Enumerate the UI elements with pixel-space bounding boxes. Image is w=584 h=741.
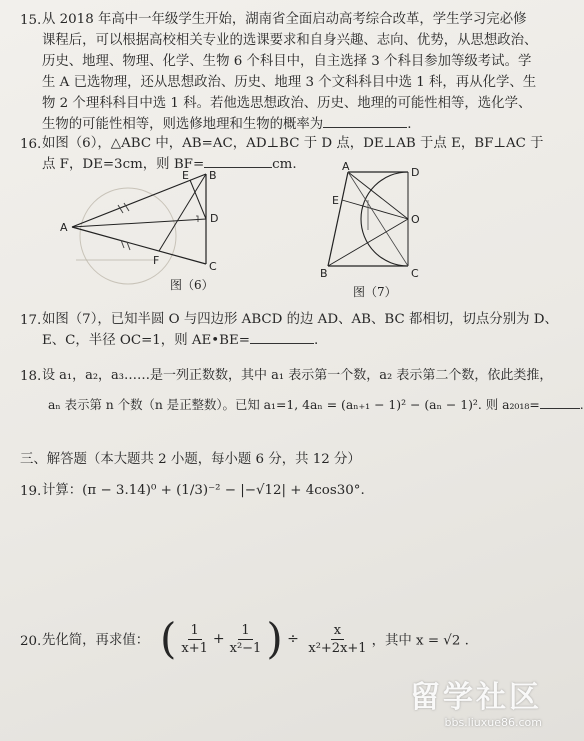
question-number: 16. [20, 137, 42, 152]
figure-caption: 图（7） [353, 285, 397, 299]
point-label: E [332, 194, 339, 207]
segment-de [190, 180, 206, 219]
question-text-line: 生 A 已选物理，还从思想政治、历史、地理 3 个文科科目中选 1 科，再从化学、生 [42, 75, 537, 90]
figure-6-diagram [58, 169, 258, 292]
math-fraction: $\frac{1}{x+1}$ [181, 622, 208, 656]
watermark-url: bbs.liuxue86.com [444, 716, 542, 729]
answer-blank[interactable] [540, 408, 580, 409]
question-number: 18. [20, 369, 42, 384]
point-label: O [411, 213, 420, 226]
point-label: E [182, 169, 189, 182]
point-label: A [342, 160, 350, 173]
point-label: D [210, 212, 219, 225]
question-number: 20. [20, 634, 42, 649]
point-label: C [411, 267, 419, 280]
point-label: D [411, 166, 420, 179]
figure-7-diagram [318, 160, 438, 300]
question-text-line: 设 a₁，a₂，a₃……是一列正数数，其中 a₁ 表示第一个数，a₂ 表示第二个数，依此类推， [42, 368, 553, 383]
question-number: 17. [20, 313, 42, 328]
question-number: 19. [20, 484, 42, 499]
answer-blank[interactable] [250, 343, 314, 344]
question-number: 15. [20, 13, 42, 28]
question-text: E、C，半径 OC=1，则 AE•BE= [42, 333, 251, 348]
question-text-line: 如图（6），△ABC 中，AB=AC，AD⊥BC 于 D 点，DE⊥AB 于点 E，BF⊥AC 于 [42, 136, 544, 151]
segment-eo [342, 200, 408, 219]
expression: 计算：(π − 3.14)⁰ + (1/3)⁻² − |−√12| + 4cos30°. [42, 483, 365, 498]
math-paren: ( [160, 614, 177, 663]
question-end: . [579, 397, 584, 412]
question-text-line [48, 397, 584, 413]
math-paren: ) [266, 614, 283, 663]
right-angle-mark [196, 216, 198, 222]
math-fraction: $\frac{1}{\text{x²−1}}$ [229, 622, 262, 656]
figure-caption: 图（6） [170, 278, 214, 292]
segment-ac [72, 227, 206, 264]
point-label: F [153, 254, 160, 267]
section-heading: 三、解答题（本大题共 2 小题，每小题 6 分，共 12 分） [20, 452, 361, 467]
point-label: A [60, 221, 68, 234]
question-text-line [42, 333, 318, 349]
answer-blank[interactable] [204, 167, 272, 168]
question-text-line: 历史、地理、物理、化学、生物 6 个科目中，自主选择 3 个科目参加等级考试。学 [42, 54, 532, 69]
background-circle [80, 188, 176, 284]
expression: ( $\frac{1}{x+1}$ + $\frac{1}{\text{x²−1}}$ ) ÷ $\frac{x}{\text{x²+2x+1}}$ ，其中 x = √2 . [160, 614, 469, 663]
question-text-line: 物 2 个理科科目中选 1 科。若他选思想政治、历史、地理的可能性相等，选化学、 [42, 96, 532, 111]
point-label: C [209, 260, 217, 273]
question-text: 点 F，DE=3cm，则 BF= [42, 157, 205, 172]
segment-ab [328, 172, 348, 266]
question-text-line [42, 157, 297, 173]
math-fraction: $\frac{x}{\text{x²+2x+1}}$ [308, 622, 367, 656]
question-text: aₙ 表示第 n 个数（n 是正整数）。已知 a₁=1, 4aₙ = (aₙ₊₁ − 1)² − (aₙ − 1)². 则 a₂₀₁₈= [48, 397, 540, 412]
segment-ao [348, 172, 408, 219]
unit-label: cm. [272, 157, 297, 172]
question-text: 先化简，再求值： [42, 633, 150, 648]
segment-bf [159, 174, 206, 251]
point-label: B [209, 169, 217, 182]
segment-ad [72, 219, 206, 227]
segment-ac [348, 172, 408, 266]
question-text-line: 课程后，可以根据高校相关专业的选课要求和自身兴趣、志向、优势，从思想政治、 [42, 33, 538, 48]
question-text: ，其中 x = √2 . [371, 633, 469, 649]
watermark [410, 672, 542, 729]
question-text: 生物的可能性相等，则选修地理和生物的概率为 [42, 117, 324, 132]
question-text-line [42, 117, 411, 133]
question-end: . [407, 117, 412, 132]
watermark-logo: 留学社区 [410, 680, 542, 715]
question-text-line: 从 2018 年高中一年级学生开始，湖南省全面启动高考综合改革，学生学习完必修 [42, 12, 527, 27]
question-end: . [314, 333, 319, 348]
question-text-line: 如图（7），已知半圆 O 与四边形 ABCD 的边 AD、AB、BC 都相切，切点分别为 D、 [42, 312, 558, 327]
answer-blank[interactable] [323, 127, 407, 128]
point-label: B [320, 267, 328, 280]
